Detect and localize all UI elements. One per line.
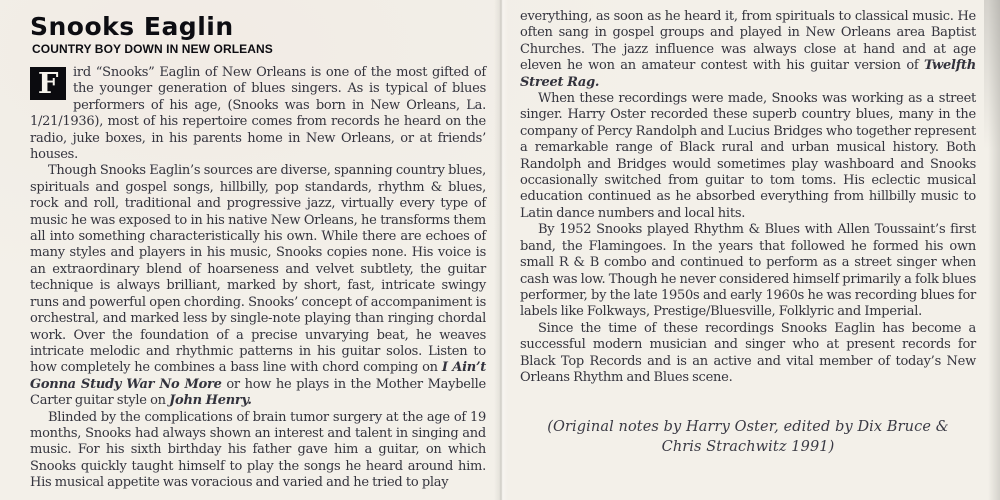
credit-line: Chris Strachwitz 1991) <box>661 438 835 455</box>
paragraph <box>520 222 976 320</box>
song-title: I Ain’t Gonna Study War No More <box>30 360 487 392</box>
page-right <box>500 0 1000 500</box>
song-title: John Henry. <box>169 393 252 409</box>
credit-note <box>520 418 976 457</box>
paragraph <box>520 321 976 387</box>
text-run: Blinded by the complications of brain tumor surgery at the age of 19 months, Snooks had always shown an interest and talent in singing and music. For his sixth birthday his father gave him a guitar, on which Snooks quickly taught himself to play the songs he heard around him. His musical appetite was voracious and varied and he tried to play <box>30 409 486 491</box>
page-title: Snooks Eaglin <box>30 12 234 41</box>
text-run: ird “Snooks” Eaglin of New Orleans is one of the most gifted of the younger generation of blues singers. As is typical of blues performers of his age, (Snooks was born in New Orleans, La. 1/21/1936), most of his repertoire comes from records he heard on the radio, juke boxes, in his parents home in New Orleans, or at friends’ houses. <box>30 65 486 163</box>
credit-line: (Original notes by Harry Oster, edited by Dix Bruce & <box>547 419 949 436</box>
paragraph <box>30 65 486 163</box>
left-page-text <box>30 65 486 492</box>
paragraph <box>30 163 486 409</box>
text-run: or how he plays in the Mother Maybelle Carter guitar style on <box>30 376 486 409</box>
text-run: When these recordings were made, Snooks was working as a street singer. Harry Oster recorded these superb country blues, many in the company of Percy Randolph and Lucius Bridges who together represent a remarkable range of Black rural and urban musical history. Both Randolph and Bridges would sometimes play washboard and Snooks occasionally switched from guitar to tom toms. His eclectic musical education continued as he absorbed everything from hillbilly music to Latin dance numbers and local hits. <box>520 91 976 221</box>
text-run: By 1952 Snooks played Rhythm & Blues with Allen Toussaint’s first band, the Flamingoes. In the years that followed he formed his own small R & B combo and continued to perform as a street singer when cash was low. Though he never considered himself primarily a folk blues performer, by the late 1950s and early 1960s he was recording blues for labels like Folkways, Prestige/Bluesville, Folklyric and Imperial. <box>520 222 976 320</box>
paragraph <box>520 9 976 91</box>
song-title: Twelfth Street Rag. <box>520 58 976 90</box>
text-run: Though Snooks Eaglin’s sources are diverse, spanning country blues, spirituals and gospel songs, hillbilly, pop standards, rhythm & blues, rock and roll, traditional and progressive jazz, virtually every type of music he was exposed to in his native New Orleans, he transforms them all into something characteristically his own. While there are echoes of many styles and players in his music, Snooks copies none. His voice is an extraordinary blend of hoarseness and velvet subtlety, the guitar technique is always brilliant, marked by short, fast, intricate swingy runs and powerful open chording. Snooks’ concept of accompaniment is orchestral, and marked less by single-note playing than ringing chordal work. Over the foundation of a precise unvarying beat, he weaves intricate melodic and rhythmic patterns in his guitar solos. Listen to how completely he combines a bass line with chord comping on <box>30 163 486 376</box>
drop-cap: F <box>30 67 66 100</box>
paragraph <box>30 410 486 492</box>
right-page-text <box>520 9 976 386</box>
paragraph <box>520 91 976 222</box>
page-subtitle: COUNTRY BOY DOWN IN NEW ORLEANS <box>32 42 273 56</box>
text-run: Since the time of these recordings Snooks Eaglin has become a successful modern musician and singer who at present records for Black Top Records and is an active and vital member of today’s New Orleans Rhythm and Blues scene. <box>520 320 976 385</box>
text-run: everything, as soon as he heard it, from spirituals to classical music. He often sang in gospel groups and played in New Orleans area Baptist Churches. The jazz influence was always close at hand and at age eleven he won an amateur contest with his guitar version of <box>520 9 976 74</box>
